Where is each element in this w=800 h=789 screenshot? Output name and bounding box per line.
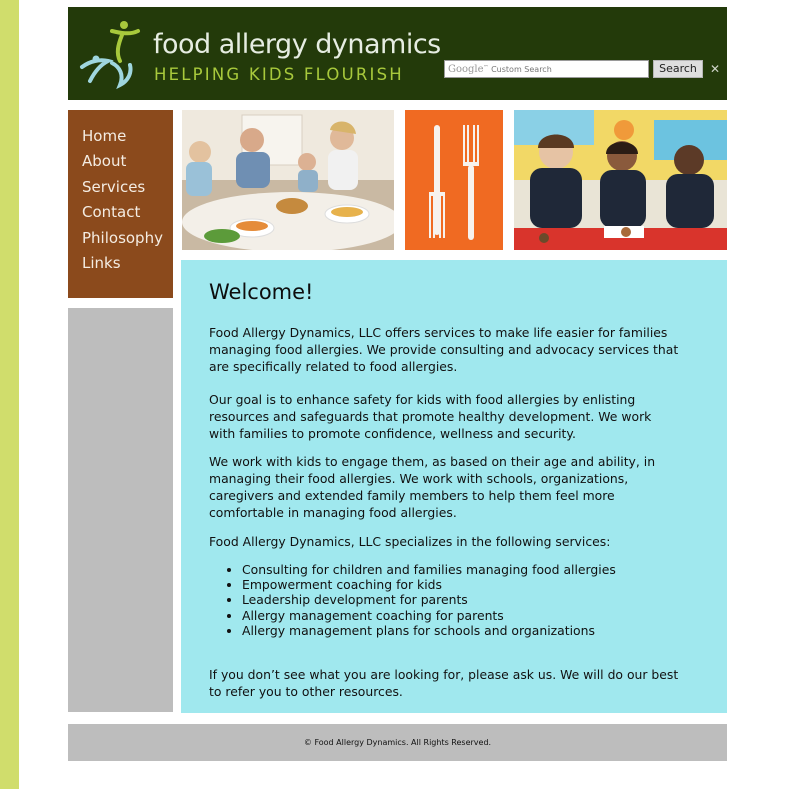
brand-name[interactable]: food allergy dynamics — [153, 29, 441, 60]
services-intro: Food Allergy Dynamics, LLC specializes in the following services: — [209, 534, 611, 549]
sidebar-filler — [68, 308, 173, 712]
family-dinner-photo — [182, 110, 394, 250]
main-content — [181, 260, 727, 713]
intro-paragraph: Food Allergy Dynamics, LLC offers services to make life easier for families managing food allergies. We provide consulting and advocacy services that are specifically related to food allergies. — [209, 325, 679, 374]
goal-paragraph: Our goal is to enhance safety for kids with food allergies by enlisting resources and safeguards that promote healthy development. We work with families to promote confidence, wellness and security. — [209, 392, 652, 441]
nav-item-links[interactable]: Links — [82, 253, 121, 272]
google-logo: Google — [448, 64, 484, 75]
list-item: • Empowerment coaching for kids — [242, 577, 742, 592]
logo-icon[interactable] — [76, 15, 146, 91]
main-navigation — [68, 110, 173, 298]
search-placeholder: Custom Search — [491, 65, 552, 74]
school-kids-photo — [514, 110, 727, 250]
list-item: • Leadership development for parents — [242, 592, 742, 607]
clear-search-icon[interactable]: ✕ — [710, 62, 721, 76]
nav-item-contact[interactable]: Contact — [82, 203, 141, 222]
list-item: • Allergy management plans for schools and organizations — [242, 623, 742, 638]
search-button[interactable]: Search — [653, 60, 703, 78]
nav-item-philosophy[interactable]: Philosophy — [82, 228, 163, 247]
left-accent-stripe — [0, 0, 19, 789]
site-footer — [68, 724, 727, 761]
site-header — [68, 7, 727, 100]
kids-paragraph: We work with kids to engage them, as based on their age and ability, in managing their food allergies. We work with schools, organizations, caregivers and extended family members to help them feel more comfortable in managing food allergies. — [209, 454, 656, 520]
search-input[interactable]: Google™ Custom Search — [444, 60, 649, 78]
copyright-text: © Food Allergy Dynamics. All Rights Reserved. — [303, 738, 492, 747]
nav-item-home[interactable]: Home — [82, 127, 127, 145]
nav-item-services[interactable]: Services — [82, 177, 146, 196]
page-title: Welcome! — [209, 280, 314, 304]
list-item: • Allergy management coaching for parents — [242, 608, 742, 623]
nav-item-about[interactable]: About — [82, 152, 127, 171]
brand-tagline: HELPING KIDS FLOURISH — [154, 65, 404, 84]
forks-photo — [405, 110, 503, 250]
closing-paragraph: If you don’t see what you are looking for, please ask us. We will do our best to refer you to other resources. — [209, 667, 679, 699]
list-item: • Consulting for children and families managing food allergies — [242, 562, 742, 577]
services-list — [209, 562, 742, 638]
